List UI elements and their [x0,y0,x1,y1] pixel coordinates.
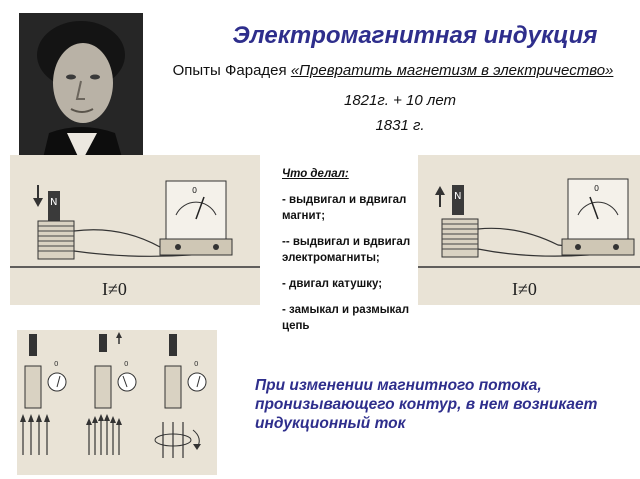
apparatus-left [10,155,260,305]
page-title: Электромагнитная индукция [232,22,598,49]
meter-zero-3: 0 [194,360,199,368]
magnet-letter-right: N [454,191,462,202]
meter-zero-right: 0 [594,184,600,193]
notes-heading: Что делал: [282,168,349,180]
experiment-notes [282,166,412,344]
date-discovery: 1831 г. [375,117,425,134]
meter-zero-left: 0 [192,186,198,195]
subtitle [148,62,638,79]
subtitle-prefix: Опыты Фарадея [172,62,291,79]
date-start: 1821г. + 10 лет [343,92,456,109]
apparatus-right [418,155,640,305]
conclusion-text: При изменении магнитного потока, пронизывающего контур, в нем возникает индукционный ток [255,377,598,432]
magnet-letter-left: N [50,197,58,208]
notes-item: - замыкал и размыкал цепь [282,304,410,332]
notes-item: - выдвигал и вдвигал магнит; [282,194,407,222]
current-label-right: I≠0 [512,279,537,299]
current-label-left: I≠0 [102,279,127,299]
subtitle-quote: «Превратить магнетизм в электричество» [290,62,614,79]
flux-diagrams [17,330,217,475]
notes-item: -- выдвигал и вдвигал электромагниты; [282,236,411,264]
meter-zero-2: 0 [124,360,129,368]
notes-item: - двигал катушку; [282,278,383,290]
faraday-portrait [19,13,143,175]
meter-zero-1: 0 [54,360,59,368]
